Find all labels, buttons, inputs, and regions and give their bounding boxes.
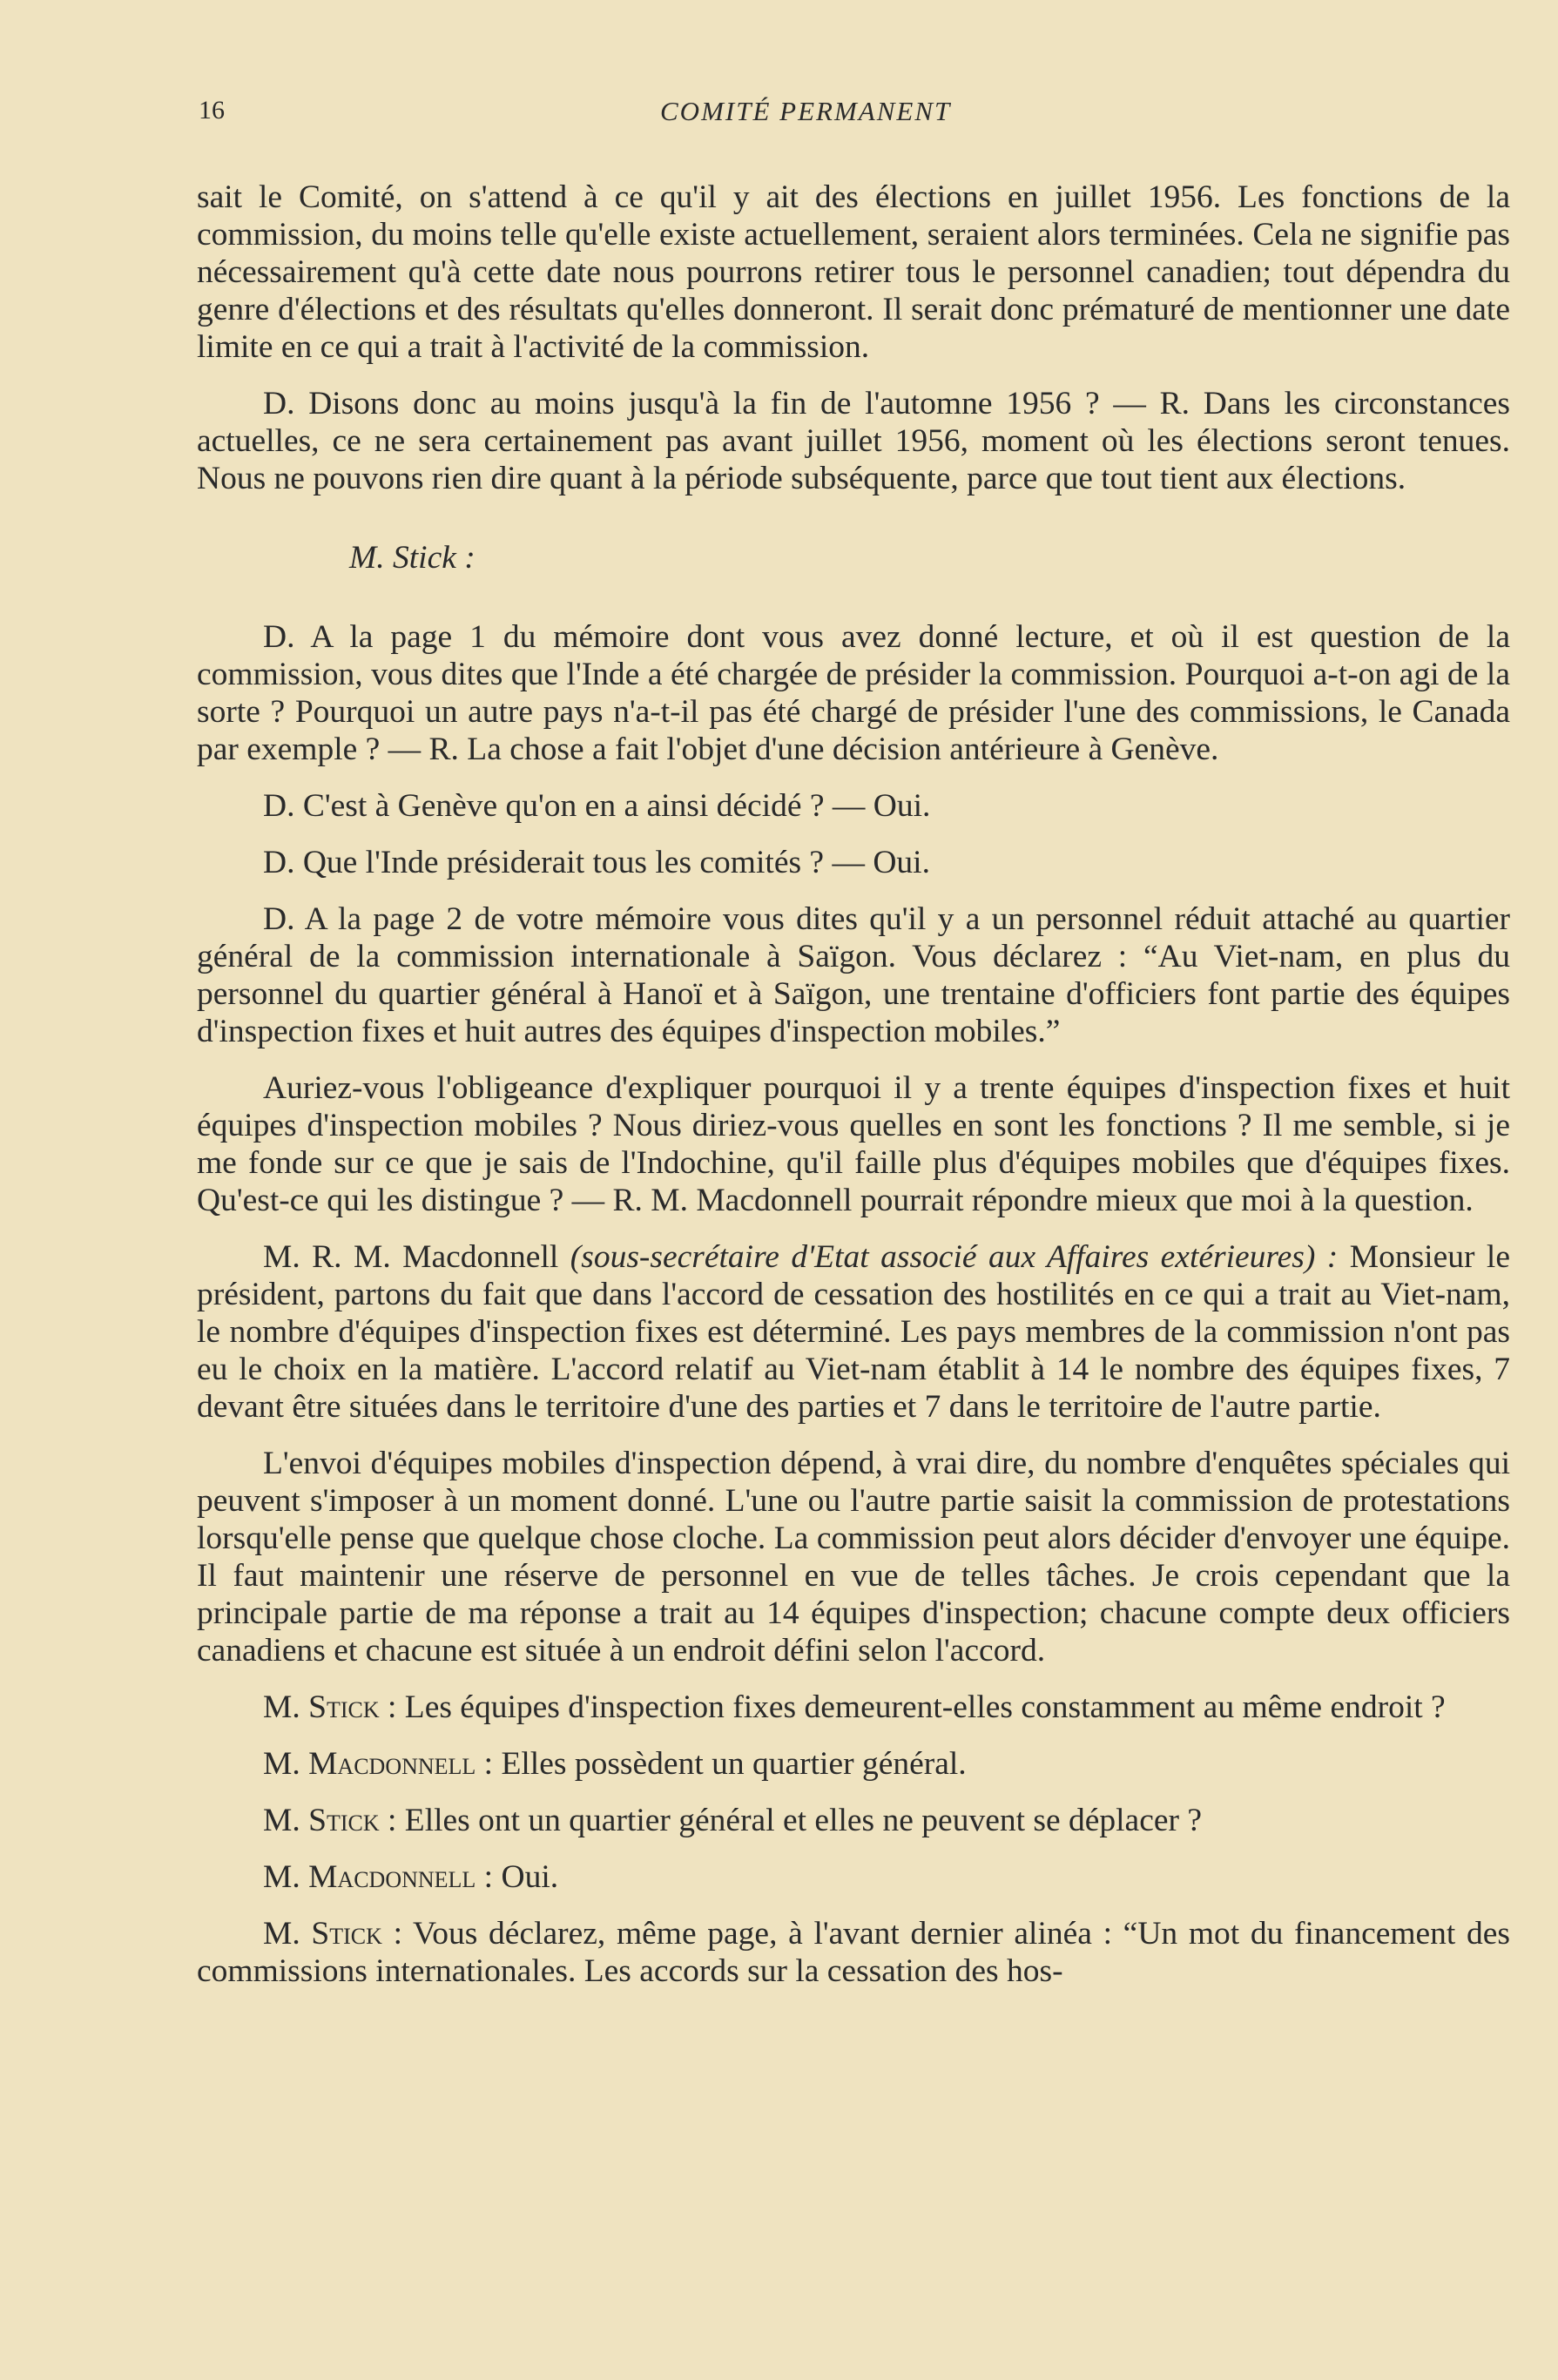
speaker-name: M. Stick :: [263, 1803, 397, 1838]
paragraph-12: [197, 1802, 1510, 1839]
paragraph-12-text: Elles ont un quartier général et elles ne peuvent se déplacer ?: [404, 1803, 1202, 1838]
page-header: [199, 96, 1506, 139]
speaker-name: M. Stick :: [263, 1916, 403, 1952]
paragraph-9: L'envoi d'équipes mobiles d'inspection dépend, à vrai dire, du nombre d'enquêtes spéciales qui peuvent s'imposer à un moment donné. L'une ou l'autre partie saisit la commission de protestations lorsqu'elle pense que quelque chose cloche. La commission peut alors décider d'envoyer une équipe. Il faut maintenir une réserve de personnel en vue de telles tâches. Je crois cependant que la principale partie de ma réponse a trait au 14 équipes d'inspection; chacune compte deux officiers canadiens et chacune est située à un endroit défini selon l'accord.: [197, 1446, 1510, 1669]
paragraph-13-text: Oui.: [501, 1859, 559, 1895]
paragraph-2: D. Disons donc au moins jusqu'à la fin de l'automne 1956 ? — R. Dans les circonstances actuelles, ce ne sera certainement pas avant juillet 1956, moment où les élections seront tenues. Nous ne pouvons rien dire quant à la période subséquente, parce que tout tient aux élections.: [197, 386, 1510, 496]
paragraph-8: [197, 1238, 1510, 1426]
paragraph-6: D. A la page 2 de votre mémoire vous dites qu'il y a un personnel réduit attaché au quartier général de la commission internationale à Saïgon. Vous déclarez : “Au Viet-nam, en plus du personnel du quartier général à Hanoï et à Saïgon, une trentaine d'officiers font partie des équipes d'inspection fixes et huit autres des équipes d'inspection mobiles.”: [197, 901, 1510, 1049]
page-body: [197, 179, 1510, 2009]
paragraph-4: D. C'est à Genève qu'on en a ainsi décidé ? — Oui.: [263, 788, 931, 824]
speaker-name: M. R. M. Macdonnell: [263, 1239, 559, 1275]
paragraph-10: [197, 1689, 1510, 1726]
speaker-name: M. Macdonnell :: [263, 1859, 494, 1895]
paragraph-3: D. A la page 1 du mémoire dont vous avez donné lecture, et où il est question de la commission, vous dites que l'Inde a été chargée de présider la commission. Pourquoi a-t-on agi de la sorte ? Pourquoi un autre pays n'a-t-il pas été chargé de présider l'une des commissions, le Canada par exemple ? — R. La chose a fait l'objet d'une décision antérieure à Genève.: [197, 619, 1510, 767]
paragraph-5: D. Que l'Inde présiderait tous les comités ? — Oui.: [263, 845, 930, 880]
paragraph-13: [197, 1858, 1510, 1896]
paragraph-11-text: Elles possèdent un quartier général.: [501, 1746, 967, 1782]
page-number: 16: [199, 96, 225, 125]
paragraph-1: sait le Comité, on s'attend à ce qu'il y ait des élections en juillet 1956. Les fonctions de la commission, du moins telle qu'elle existe actuellement, seraient alors terminées. Cela ne signifie pas nécessairement qu'à cette date nous pourrons retirer tous le personnel canadien; tout dépendra du genre d'élections et des résultats qu'elles donneront. Il serait donc prématuré de mentionner une date limite en ce qui a trait à l'activité de la commission.: [197, 179, 1510, 365]
speaker-heading: M. Stick :: [349, 540, 475, 576]
paragraph-8-text: Monsieur le président, partons du fait que dans l'accord de cessation des hostilités en ce qui a trait au Viet-nam, le nombre d'équipes d'inspection fixes est déterminé. Les pays membres de la commission n'ont pas eu le choix en la matière. L'accord relatif au Viet-nam établit à 14 le nombre des équipes fixes, 7 devant être situées dans le territoire d'une des parties et 7 dans le territoire de l'autre partie.: [197, 1239, 1510, 1425]
speaker-name: M. Macdonnell :: [263, 1746, 494, 1782]
paragraph-14-text: Vous déclarez, même page, à l'avant dernier alinéa : “Un mot du financement des commissions internationales. Les accords sur la cessation des hos-: [197, 1916, 1511, 1989]
paragraph-10-text: Les équipes d'inspection fixes demeurent-elles constamment au même endroit ?: [404, 1689, 1446, 1725]
speaker-title: (sous-secrétaire d'Etat associé aux Affaires extérieures) :: [570, 1239, 1339, 1275]
paragraph-14: [197, 1915, 1510, 1990]
running-title: COMITÉ PERMANENT: [660, 96, 952, 126]
speaker-name: M. Stick :: [263, 1689, 397, 1725]
paragraph-11: [197, 1745, 1510, 1783]
paragraph-7: Auriez-vous l'obligeance d'expliquer pourquoi il y a trente équipes d'inspection fixes et huit équipes d'inspection mobiles ? Nous diriez-vous quelles en sont les fonctions ? Il me semble, si je me fonde sur ce que je sais de l'Indochine, qu'il faille plus d'équipes mobiles que d'équipes fixes. Qu'est-ce qui les distingue ? — R. M. Macdonnell pourrait répondre mieux que moi à la question.: [197, 1070, 1510, 1218]
